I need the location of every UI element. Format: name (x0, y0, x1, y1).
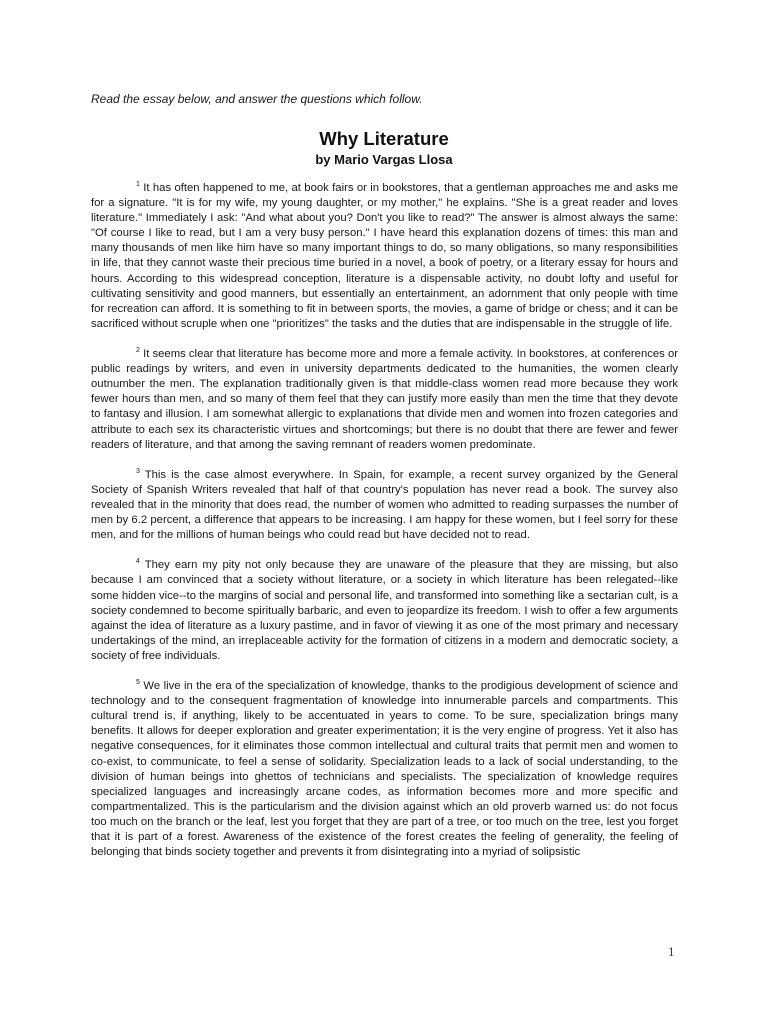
paragraph-number: 4 (136, 558, 140, 566)
essay-paragraph-2 (91, 347, 678, 453)
essay-body (91, 181, 678, 875)
essay-paragraph-4 (91, 558, 678, 664)
paragraph-text: They earn my pity not only because they are unaware of the pleasure that they are missing, but also because I am convinced that a society without literature, or a society in which literature has been relegated--like some hidden vice--to the margins of social and personal life, and transformed into something like a sectarian cult, is a society condemned to become spiritually barbaric, and even to jeopardize its freedom. I wish to offer a few arguments against the idea of literature as a luxury pastime, and in favor of viewing it as one of the most primary and necessary undertakings of the mind, an irreplaceable activity for the formation of citizens in a modern and democratic society, a society of free individuals. (91, 559, 678, 662)
paragraph-number: 1 (136, 181, 140, 189)
paragraph-text: We live in the era of the specialization of knowledge, thanks to the prodigious development of science and technology and to the consequent fragmentation of knowledge into innumerable parcels and compartments. This cultural trend is, if anything, likely to be accentuated in years to come. To be sure, specialization brings many benefits. It allows for deeper exploration and greater experimentation; it is the very engine of progress. Yet it also has negative consequences, for it eliminates those common intellectual and cultural traits that permit men and women to co-exist, to communicate, to feel a sense of solidarity. Specialization leads to a lack of social understanding, to the division of human beings into ghettos of technicians and specialists. The specialization of knowledge requires specialized languages and increasingly arcane codes, as information becomes more and more specific and compartmentalized. This is the particularism and the division against which an old proverb warned us: do not focus too much on the branch or the leaf, lest you forget that they are part of a tree, or too much on the tree, lest you forget that it is part of a forest. Awareness of the existence of the forest creates the feeling of generality, the feeling of belonging that binds society together and prevents it from disintegrating into a myriad of solipsistic (91, 680, 678, 859)
paragraph-number: 3 (136, 468, 140, 476)
essay-paragraph-5 (91, 679, 678, 860)
essay-instructions: Read the essay below, and answer the questions which follow. (91, 92, 423, 106)
essay-paragraph-3 (91, 468, 678, 543)
paragraph-text: It seems clear that literature has become more and more a female activity. In bookstores, at conferences or public readings by writers, and even in university departments dedicated to the humanities, the women clearly outnumber the men. The explanation traditionally given is that middle-class women read more because they work fewer hours than men, and so many of them feel that they can justify more easily than men the time that they devote to fantasy and illusion. I am somewhat allergic to explanations that divide men and women into frozen categories and attribute to each sex its characteristic virtues and shortcomings; but there is no doubt that there are fewer and fewer readers of literature, and that among the saving remnant of readers women predominate. (91, 348, 678, 451)
paragraph-number: 2 (136, 347, 140, 355)
essay-byline: by Mario Vargas Llosa (315, 152, 453, 167)
essay-paragraph-1 (91, 181, 678, 332)
paragraph-number: 5 (136, 679, 140, 687)
essay-title: Why Literature (319, 128, 449, 149)
paragraph-text: This is the case almost everywhere. In Spain, for example, a recent survey organized by the General Society of Spanish Writers revealed that half of that country's population has never read a book. The survey also revealed that in the minority that does read, the number of women who admitted to reading surpasses the number of men by 6.2 percent, a difference that appears to be increasing. I am happy for these women, but I feel sorry for these men, and for the millions of human beings who could read but have decided not to read. (91, 468, 678, 542)
paragraph-text: It has often happened to me, at book fairs or in bookstores, that a gentleman approaches me and asks me for a signature. "It is for my wife, my young daughter, or my mother," he explains. "She is a great reader and loves literature." Immediately I ask: "And what about you? Don't you like to read?" The answer is almost always the same: "Of course I like to read, but I am a very busy person." I have heard this explanation dozens of times: this man and many thousands of men like him have so many important things to do, so many obligations, so many responsibilities in life, that they cannot waste their precious time buried in a novel, a book of poetry, or a literary essay for hours and hours. According to this widespread conception, literature is a dispensable activity, no doubt lofty and useful for cultivating sensitivity and good manners, but essentially an entertainment, an adornment that only people with time for recreation can afford. It is something to fit in between sports, the movies, a game of bridge or chess; and it can be sacrificed without scruple when one "prioritizes" the tasks and the duties that are indispensable in the struggle of life. (91, 182, 678, 330)
page-number: 1 (668, 944, 675, 959)
